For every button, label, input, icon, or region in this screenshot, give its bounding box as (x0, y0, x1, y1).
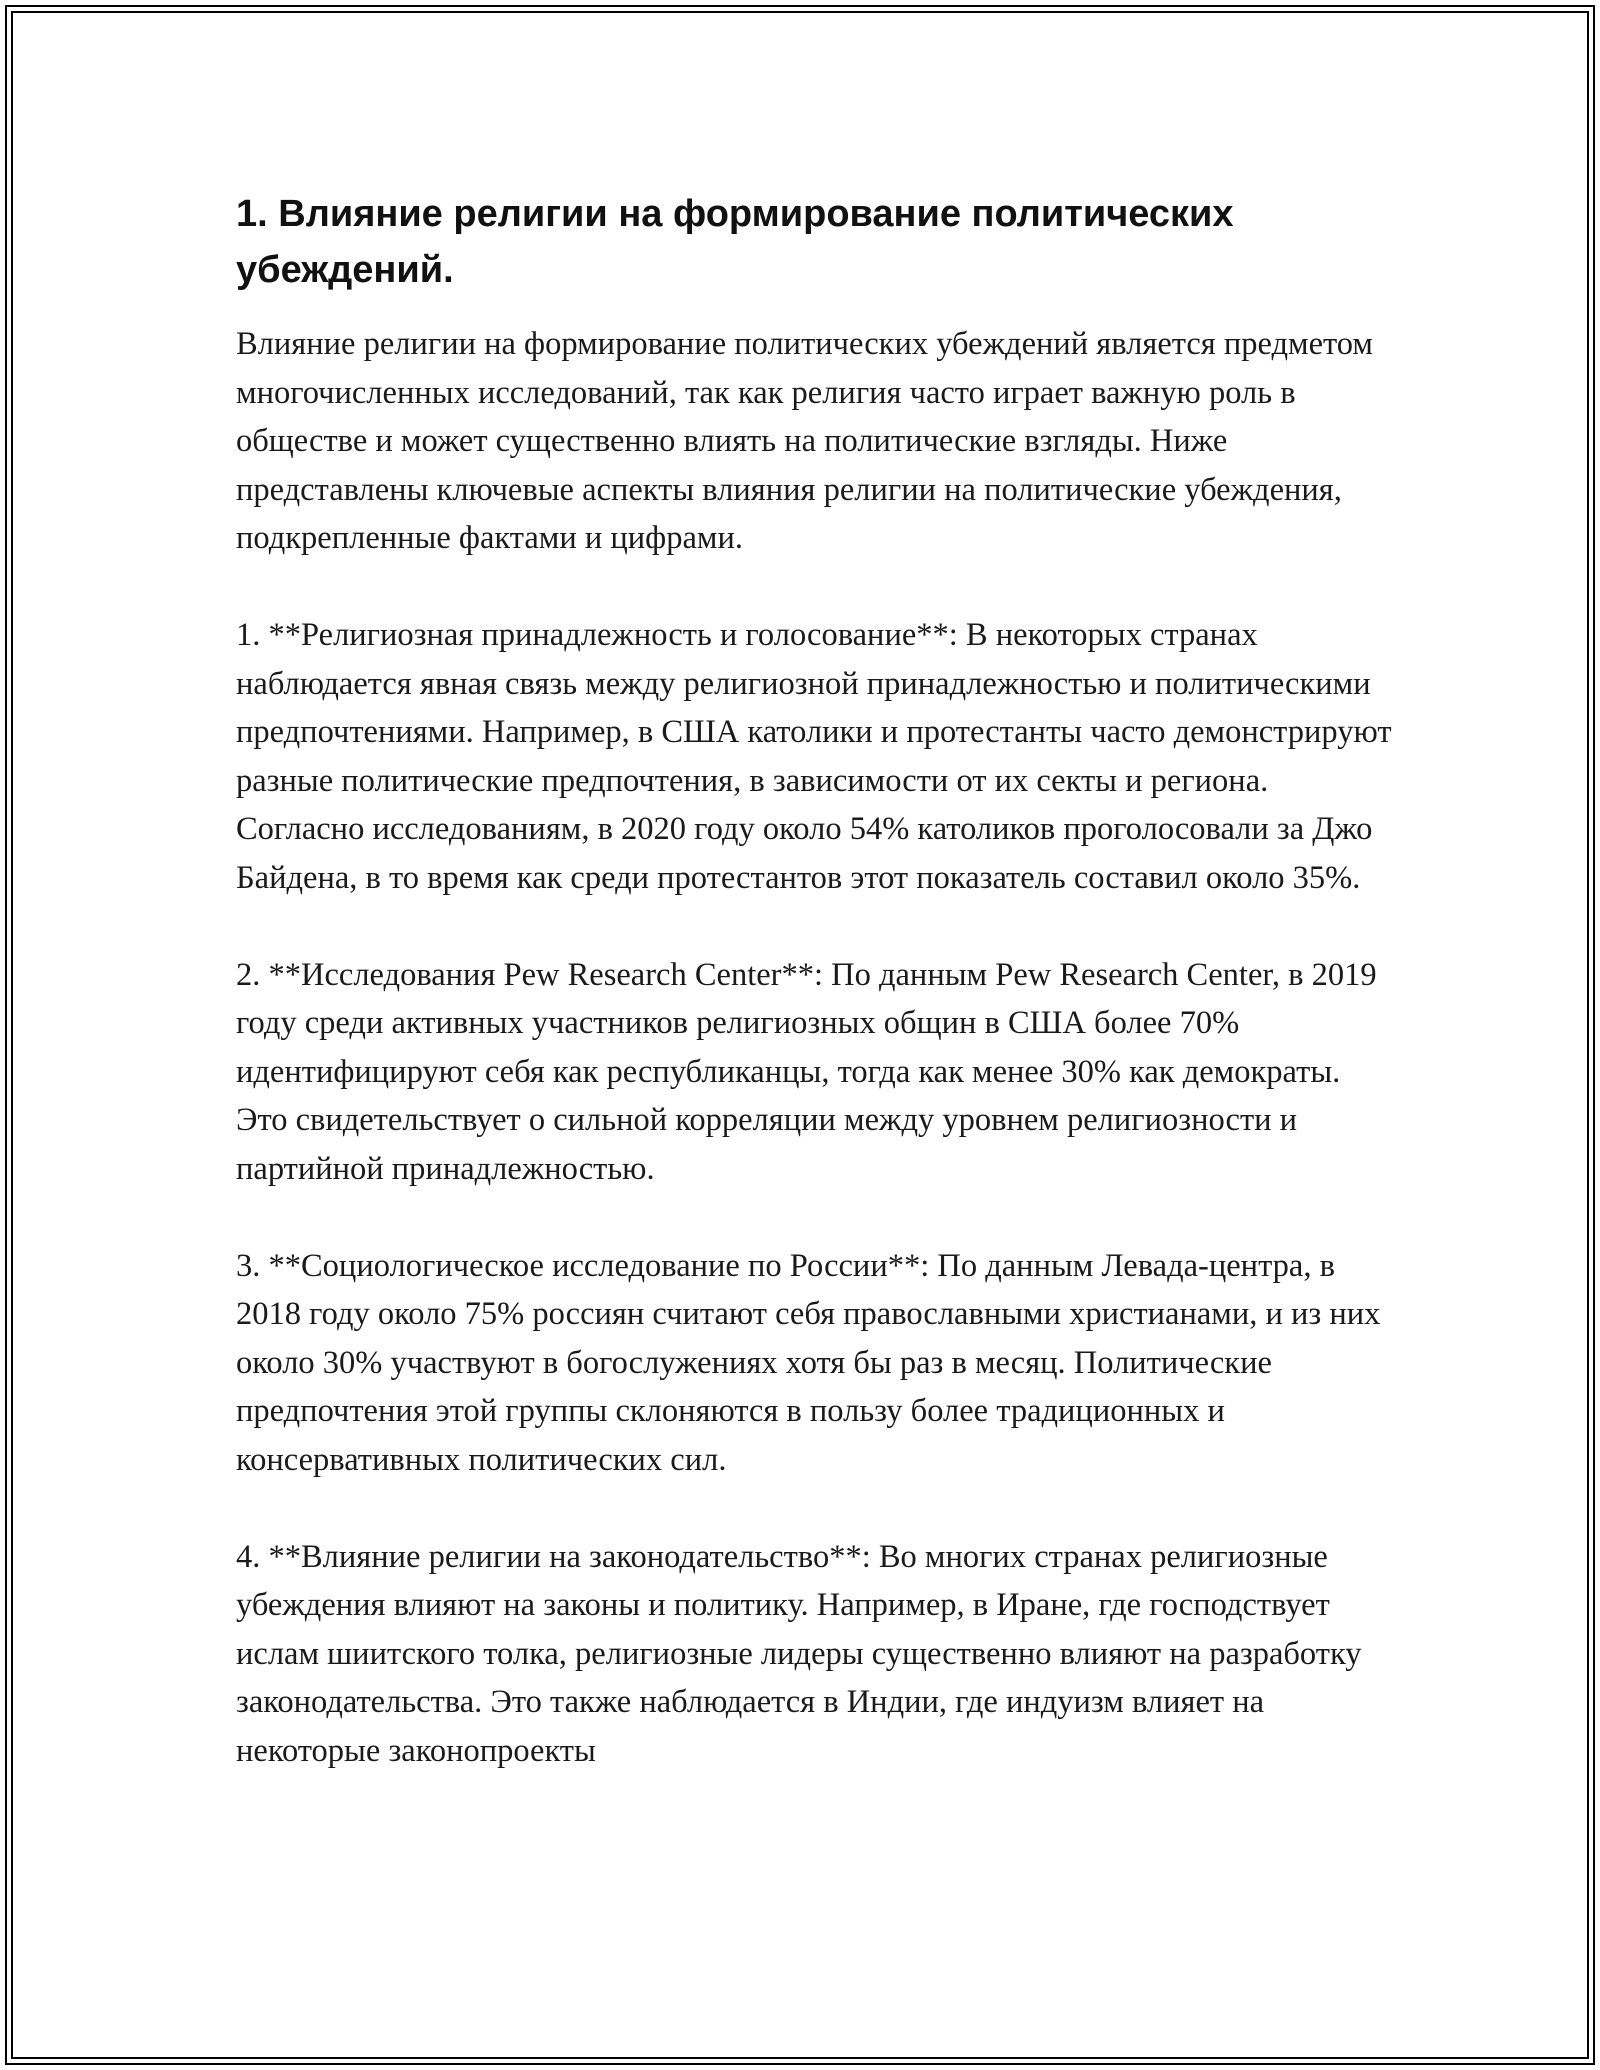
intro-paragraph: Влияние религии на формирование политических убеждений является предметом многочисленных исследований, так как религия часто играет важную роль в обществе и может существенно влиять на политические взгляды. Ниже представлены ключевые аспекты влияния религии на политические убеждения, подкрепленные фактами и цифрами. (236, 326, 1373, 556)
list-item-religious-affiliation: 1. **Религиозная принадлежность и голосование**: В некоторых странах наблюдается явная связь между религиозной принадлежностью и политическими предпочтениями. Например, в США католики и протестанты часто демонстрируют разные политические предпочтения, в зависимости от их секты и региона. Согласно исследованиям, в 2020 году около 54% католиков проголосовали за Джо Байдена, в то время как среди протестантов этот показатель составил около 35%. (236, 617, 1392, 896)
document-body (236, 186, 1396, 1775)
list-item-russia-study: 3. **Социологическое исследование по России**: По данным Левада-центра, в 2018 году около 75% россиян считают себя православными христианами, и из них около 30% участвуют в богослужениях хотя бы раз в месяц. Политические предпочтения этой группы склоняются в пользу более традиционных и консервативных политических сил. (236, 1247, 1381, 1478)
list-item-legislation: 4. **Влияние религии на законодательство**: Во многих странах религиозные убеждения влияют на законы и политику. Например, в Иране, где господствует ислам шиитского толка, религиозные лидеры существенно влияют на разработку законодательства. Это также наблюдается в Индии, где индуизм влияет на некоторые законопроекты (236, 1538, 1362, 1769)
document-heading: 1. Влияние религии на формирование политических убеждений. (236, 193, 1234, 291)
list-item-pew-research: 2. **Исследования Pew Research Center**: По данным Pew Research Center, в 2019 году среди активных участников религиозных общин в США более 70% идентифицируют себя как республиканцы, тогда как менее 30% как демократы. Это свидетельствует о сильной корреляции между уровнем религиозности и партийной принадлежностью. (236, 956, 1377, 1187)
